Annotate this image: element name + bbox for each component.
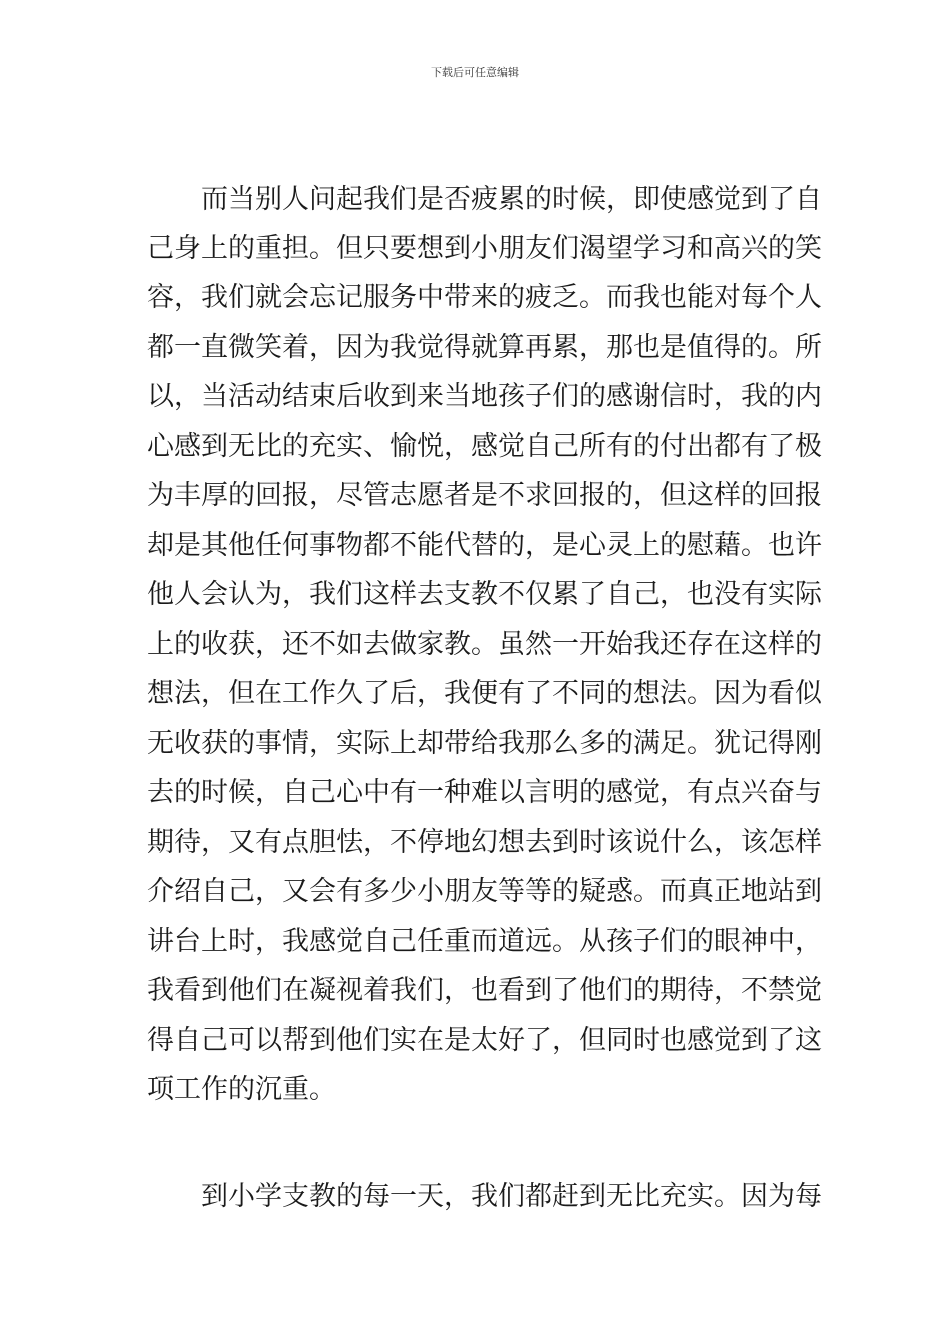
page-header: 下载后可任意编辑	[431, 66, 519, 79]
text-line: 己身上的重担。但只要想到小朋友们渴望学习和高兴的笑	[147, 233, 822, 264]
text-line: 他人会认为，我们这样去支教不仅累了自己，也没有实际	[147, 579, 822, 610]
text-line: 容，我们就会忘记服务中带来的疲乏。而我也能对每个人	[147, 282, 822, 313]
text-line: 为丰厚的回报，尽管志愿者是不求回报的，但这样的回报	[147, 480, 822, 511]
text-line: 都一直微笑着，因为我觉得就算再累，那也是值得的。所	[147, 332, 822, 363]
text-line: 介绍自己，又会有多少小朋友等等的疑惑。而真正地站到	[147, 876, 822, 907]
text-line: 想法，但在工作久了后，我便有了不同的想法。因为看似	[147, 678, 822, 709]
text-line: 无收获的事情，实际上却带给我那么多的满足。犹记得刚	[147, 728, 822, 759]
text-line: 得自己可以帮到他们实在是太好了，但同时也感觉到了这	[147, 1025, 822, 1056]
text-line: 期待，又有点胆怯，不停地幻想去到时该说什么，该怎样	[147, 827, 822, 858]
text-line: 而当别人问起我们是否疲累的时候，即使感觉到了自	[201, 184, 822, 215]
text-line: 却是其他任何事物都不能代替的，是心灵上的慰藉。也许	[147, 530, 822, 561]
text-line: 去的时候，自己心中有一种难以言明的感觉，有点兴奋与	[147, 777, 822, 808]
text-line: 上的收获，还不如去做家教。虽然一开始我还存在这样的	[147, 629, 822, 660]
text-line: 心感到无比的充实、愉悦，感觉自己所有的付出都有了极	[147, 431, 822, 462]
text-line: 我看到他们在凝视着我们，也看到了他们的期待，不禁觉	[147, 975, 822, 1006]
text-line: 讲台上时，我感觉自己任重而道远。从孩子们的眼神中，	[147, 926, 822, 957]
text-line: 以，当活动结束后收到来当地孩子们的感谢信时，我的内	[147, 381, 822, 412]
text-line: 项工作的沉重。	[147, 1074, 336, 1105]
text-line: 到小学支教的每一天，我们都赶到无比充实。因为每	[201, 1181, 822, 1212]
